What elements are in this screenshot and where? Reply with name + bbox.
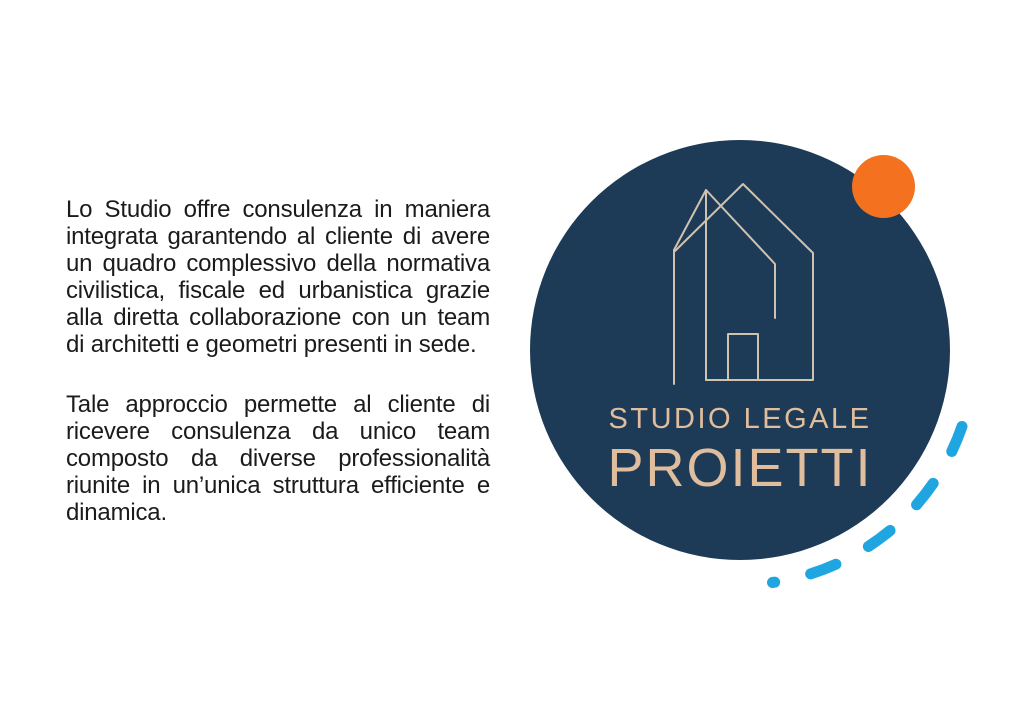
paragraph-line: civilistica, fiscale ed urbanistica grazie	[66, 277, 490, 304]
paragraph-line: Tale approccio permette al cliente di	[66, 391, 490, 418]
paragraph-line: ricevere consulenza da unico team	[66, 418, 490, 445]
intro-paragraph	[66, 196, 490, 358]
paragraph-line: riunite in un’unica struttura efficiente e	[66, 472, 490, 499]
house-outline-icon	[670, 182, 819, 390]
paragraph-line: composto da diverse professionalità	[66, 445, 490, 472]
accent-dot	[852, 155, 915, 218]
paragraph-line: alla diretta collaborazione con un team	[66, 304, 490, 331]
logo-name: PROIETTI	[607, 438, 873, 498]
body-text	[66, 196, 490, 526]
paragraph-line: un quadro complessivo della normativa	[66, 250, 490, 277]
paragraph-line: dinamica.	[66, 499, 167, 526]
paragraph-line: Lo Studio offre consulenza in maniera	[66, 196, 490, 223]
approach-paragraph	[66, 391, 490, 526]
paragraph-line: integrata garantendo al cliente di avere	[66, 223, 490, 250]
logo-title: STUDIO LEGALE	[608, 403, 872, 435]
paragraph-line: di architetti e geometri presenti in sede.	[66, 331, 477, 358]
